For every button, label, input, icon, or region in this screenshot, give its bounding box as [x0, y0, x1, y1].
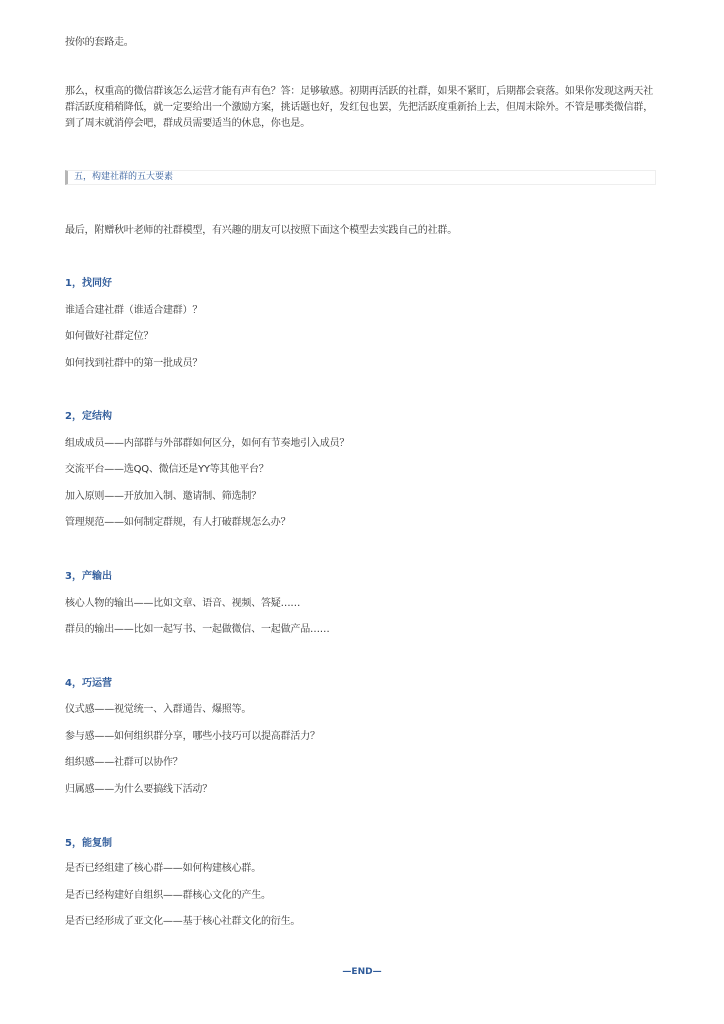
body-paragraph: 那么，权重高的微信群该怎么运营才能有声有色？答：足够敏感。初期再活跃的社群，如果不紧盯，后期都会衰落。如果你发现这两天社群活跃度稍稍降低，就一定要给出一个激励方案，挑话题也好，发红包也罢，先把活跃度重新抬上去，但周末除外。不管是哪类微信群，到了周末就消停会吧，群成员需要适当的休息，你也是。	[65, 86, 653, 129]
list-item: 是否已经构建好自组织——群核心文化的产生。	[65, 890, 271, 901]
list-item: 交流平台——选QQ、微信还是YY等其他平台？	[65, 464, 269, 475]
list-item: 仪式感——视觉统一、入群通告、爆照等。	[65, 704, 252, 715]
end-mark: —END—	[342, 967, 382, 977]
list-item: 如何做好社群定位？	[65, 331, 154, 342]
group-heading-find-peers: 1，找同好	[65, 278, 112, 289]
lead-paragraph: 最后，附赠秋叶老师的社群模型，有兴趣的朋友可以按照下面这个模型去实践自己的社群。	[65, 225, 457, 236]
list-item: 群员的输出——比如一起写书、一起做微信、一起做产品……	[65, 624, 330, 635]
list-item: 核心人物的输出——比如文章、语音、视频、答疑……	[65, 598, 301, 609]
list-item: 管理规范——如何制定群规，有人打破群规怎么办？	[65, 517, 291, 528]
list-item: 组成成员——内部群与外部群如何区分，如何有节奏地引入成员？	[65, 438, 350, 449]
list-item: 组织感——社群可以协作？	[65, 757, 183, 768]
list-item: 是否已经形成了亚文化——基于核心社群文化的衍生。	[65, 916, 301, 927]
group-heading-operation: 4，巧运营	[65, 678, 112, 689]
group-heading-structure: 2，定结构	[65, 411, 112, 422]
list-item: 是否已经组建了核心群——如何构建核心群。	[65, 863, 261, 874]
list-item: 归属感——为什么要搞线下活动？	[65, 784, 212, 795]
list-item: 谁适合建社群（谁适合建群）？	[65, 305, 203, 316]
group-heading-replicate: 5，能复制	[65, 838, 112, 849]
list-item: 如何找到社群中的第一批成员？	[65, 358, 203, 369]
section-header	[65, 170, 656, 185]
list-item: 加入原则——开放加入制、邀请制、筛选制？	[65, 491, 261, 502]
section-title: 五，构建社群的五大要素	[74, 172, 174, 182]
group-heading-output: 3，产输出	[65, 571, 112, 582]
list-item: 参与感——如何组织群分享，哪些小技巧可以提高群活力？	[65, 731, 320, 742]
intro-line: 按你的套路走。	[65, 37, 134, 48]
